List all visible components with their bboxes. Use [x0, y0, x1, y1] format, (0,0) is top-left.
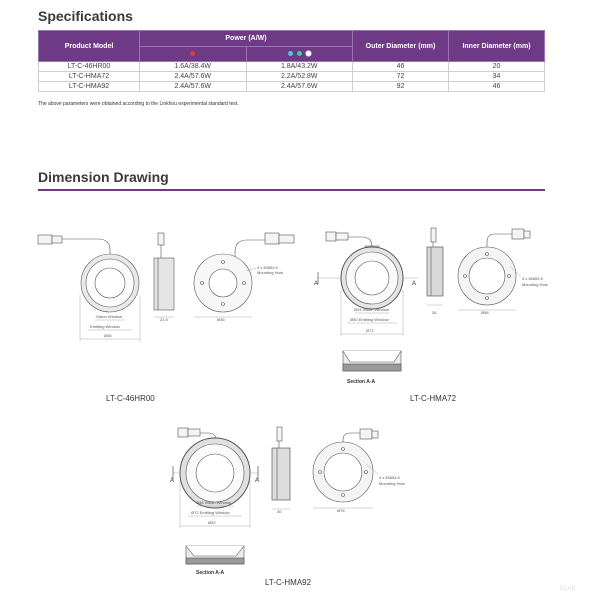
cell-power-red: 1.6A/38.4W [140, 62, 247, 72]
model-label-hma72: LT-C-HMA72 [410, 394, 457, 403]
emitting-window-label: Ø50 Emitting Window [350, 317, 389, 322]
header-inner-diameter: Inner Diameter (mm) [449, 31, 545, 62]
section-mark-a-left: A [314, 281, 319, 287]
cell-outer: 92 [353, 82, 449, 92]
header-power: Power (A/W) [140, 31, 353, 47]
outer-diameter-label: Ø72 [366, 328, 374, 333]
cell-outer: 46 [353, 62, 449, 72]
dimension-drawing-title: Dimension Drawing [38, 169, 169, 185]
emitting-window-label: Emitting Window [90, 324, 120, 329]
depth-label: 26 [432, 310, 437, 315]
test-note: The above parameters were obtained according to the Linkhou experimental standard test. [38, 101, 239, 107]
cell-inner: 20 [449, 62, 545, 72]
vision-window-label: Vision Window [96, 314, 123, 319]
depth-label: 30 [277, 509, 282, 514]
cell-power-red: 2.4A/57.6W [140, 72, 247, 82]
model-label-46hr00: LT-C-46HR00 [106, 394, 155, 403]
drawing-hma72-side [427, 228, 443, 305]
cell-power-rgbw: 2.2A/52.8W [246, 72, 353, 82]
drawing-46hr00-back [194, 233, 294, 317]
cell-power-rgbw: 1.8A/43.2W [246, 62, 353, 72]
vision-window-label: Ø34 Vision Window [354, 307, 389, 312]
cell-model: LT-C-HMA72 [39, 72, 140, 82]
cell-model: LT-C-46HR00 [39, 62, 140, 72]
depth-label: 21.5 [160, 317, 168, 322]
cell-inner: 34 [449, 72, 545, 82]
holes-label-2: Mounting Hole [379, 481, 405, 486]
section-a-a-label-hma92: Section A-A [196, 570, 225, 576]
outer-diameter-label: Ø46 [104, 333, 112, 338]
drawing-hma72-section [343, 351, 401, 371]
specifications-title: Specifications [38, 8, 133, 24]
drawing-hma72-back [458, 229, 530, 310]
drawing-hma92-side [272, 427, 290, 509]
watermark: ELAB [560, 586, 576, 592]
section-mark-a-right: A [412, 281, 417, 287]
holes-label-2: Mounting Hole [257, 270, 283, 275]
outer-diameter-label: Ø92 [208, 520, 216, 525]
header-outer-diameter: Outer Diameter (mm) [353, 31, 449, 62]
section-mark-a-right: A [255, 478, 260, 484]
vision-window-label: Ø46 Vision Window [196, 500, 231, 505]
cell-inner: 46 [449, 82, 545, 92]
cell-power-rgbw: 2.4A/57.6W [246, 82, 353, 92]
section-mark-a-left: A [170, 478, 175, 484]
drawing-hma92-back [313, 429, 378, 508]
emitting-window-label: Ø72 Emitting Window [191, 510, 230, 515]
holes-label-2: Mounting Hole [522, 282, 548, 287]
model-label-hma92: LT-C-HMA92 [265, 578, 312, 587]
back-diameter-label: Ø46 [217, 317, 225, 322]
back-diameter-label: Ø58 [481, 310, 489, 315]
holes-label: 4 x M3Ø4.5 [379, 475, 400, 480]
header-product-model: Product Model [39, 31, 140, 62]
cell-outer: 72 [353, 72, 449, 82]
drawing-46hr00-side [154, 233, 174, 317]
drawing-hma92-section [186, 546, 244, 564]
section-a-a-label-hma72: Section A-A [347, 379, 376, 385]
drawing-46hr00-front [38, 235, 140, 342]
cell-model: LT-C-HMA92 [39, 82, 140, 92]
cell-power-red: 2.4A/57.6W [140, 82, 247, 92]
holes-label: 4 x M3Ø4.5 [257, 265, 278, 270]
back-diameter-label: Ø76 [337, 508, 345, 513]
holes-label: 4 x M3Ø4.5 [522, 276, 543, 281]
